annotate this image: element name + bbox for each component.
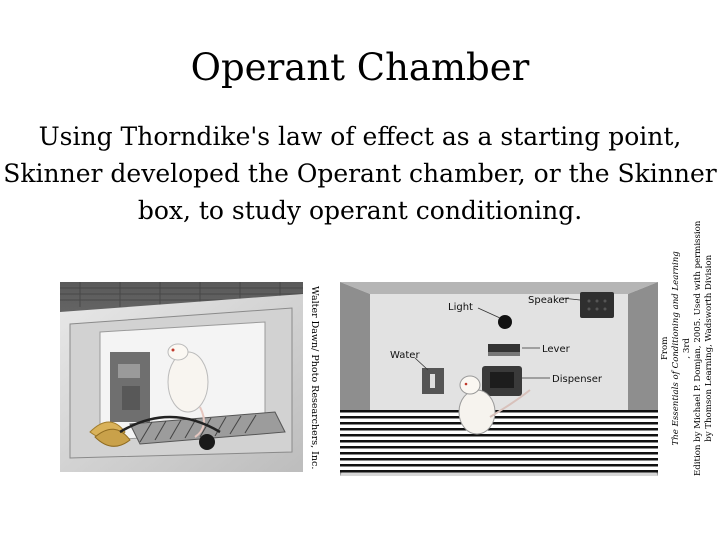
credit-line-1: From The Essentials of Conditioning and Learning , 3rd: [660, 251, 692, 446]
label-light: Light: [448, 302, 473, 313]
label-lever: Lever: [542, 344, 570, 355]
label-speaker: Speaker: [528, 295, 569, 306]
right-figure-credit: [660, 221, 715, 476]
left-photo-credit: Walter Dawn/ Photo Researchers, Inc.: [309, 286, 320, 470]
body-line: Skinner developed the Operant chamber, or the Skinner: [3, 159, 717, 188]
skinner-box-photo: [60, 282, 303, 472]
label-water: Water: [390, 350, 420, 361]
credit-line-2: Edition by Michael P. Domjan, 2005. Used with permission: [693, 220, 703, 476]
body-line: Using Thorndike's law of effect as a starting point,: [38, 122, 682, 151]
label-dispenser: Dispenser: [552, 374, 602, 385]
operant-chamber-diagram: [340, 282, 658, 476]
slide-title: Operant Chamber: [190, 46, 530, 89]
credit-line-3: by Thomson Learning, Wadsworth Division: [704, 254, 714, 442]
slide-body-text: [0, 118, 720, 229]
body-line: box, to study operant conditioning.: [137, 196, 583, 225]
